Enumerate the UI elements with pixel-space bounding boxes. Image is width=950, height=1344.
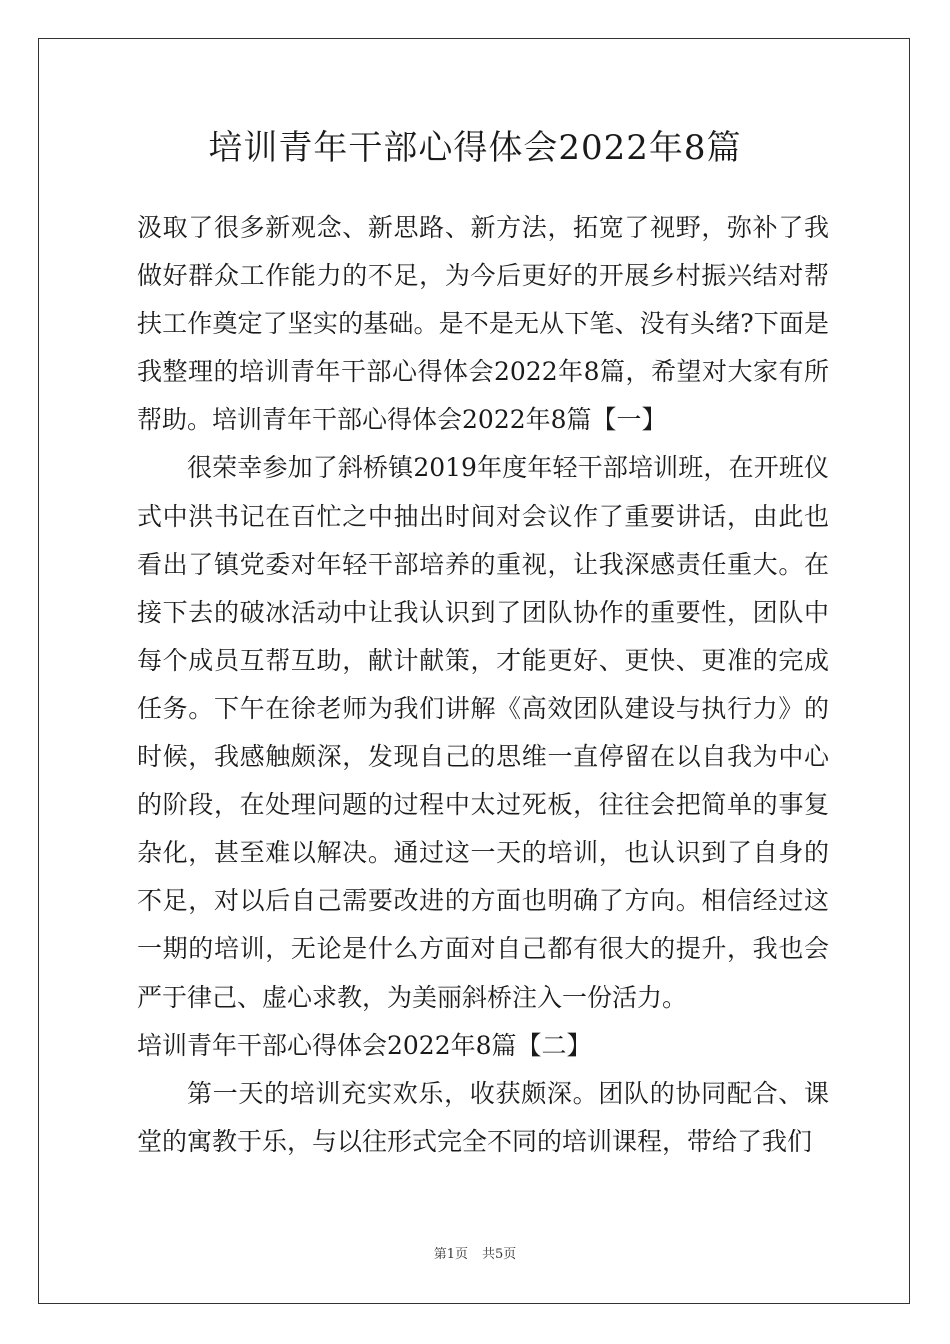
page-count: 共5页 bbox=[482, 1247, 517, 1262]
page-footer bbox=[0, 1245, 950, 1265]
document-title: 培训青年干部心得体会2022年8篇 bbox=[208, 128, 742, 168]
page-number: 第1页 bbox=[433, 1247, 468, 1262]
section-2-paragraph: 第一天的培训充实欢乐，收获颇深。团队的协同配合、课堂的寓教于乐，与以往形式完全不同的培训课程，带给了我们 bbox=[137, 1078, 829, 1156]
section-1-paragraph: 很荣幸参加了斜桥镇2019年度年轻干部培训班，在开班仪式中洪书记在百忙之中抽出时间对会议作了重要讲话，由此也看出了镇党委对年轻干部培养的重视，让我深感责任重大。在接下去的破冰活动中让我认识到了团队协作的重要性，团队中每个成员互帮互助，献计献策，才能更好、更快、更准的完成任务。下午在徐老师为我们讲解《高效团队建设与执行力》的时候，我感触颇深，发现自己的思维一直停留在以自我为中心的阶段，在处理问题的过程中太过死板，往往会把简单的事复杂化，甚至难以解决。通过这一天的培训，也认识到了自身的不足，对以后自己需要改进的方面也明确了方向。相信经过这一期的培训，无论是什么方面对自己都有很大的提升，我也会严于律己、虚心求教，为美丽斜桥注入一份活力。 bbox=[137, 453, 829, 1012]
document-body bbox=[137, 204, 829, 1166]
section-2-heading: 培训青年干部心得体会2022年8篇【二】 bbox=[137, 1030, 592, 1060]
intro-paragraph: 汲取了很多新观念、新思路、新方法，拓宽了视野，弥补了我做好群众工作能力的不足，为今后更好的开展乡村振兴结对帮扶工作奠定了坚实的基础。是不是无从下笔、没有头绪?下面是我整理的培训青年干部心得体会2022年8篇，希望对大家有所帮助。培训青年干部心得体会2022年8篇【一】 bbox=[137, 213, 829, 435]
